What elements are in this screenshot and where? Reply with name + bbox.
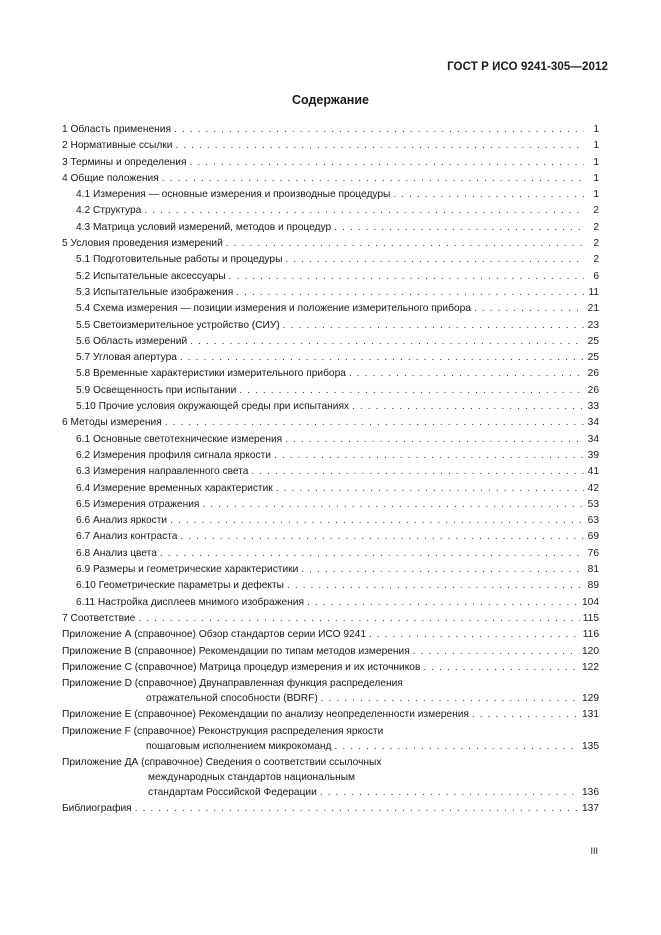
toc-entry[interactable] — [62, 285, 599, 301]
toc-entry-text: 5.1 Подготовительные работы и процедуры — [76, 254, 283, 266]
toc-entry[interactable] — [62, 187, 599, 203]
toc-entry[interactable] — [62, 513, 599, 529]
toc-page-number: 23 — [587, 319, 599, 331]
toc-page-number: 2 — [593, 205, 599, 217]
toc-entry[interactable] — [62, 611, 599, 627]
toc-entry[interactable] — [62, 739, 599, 755]
toc-entry-text: 1 Область применения — [62, 124, 171, 135]
page-number: III — [590, 846, 598, 856]
toc-entry-text: отражательной способности (BDRF) — [146, 693, 318, 705]
toc-page-number: 81 — [587, 564, 599, 576]
toc-entry-text: Приложение А (справочное) Обзор стандартов серии ИСО 9241 — [62, 629, 366, 641]
toc-entry-text: 6.8 Анализ цвета — [76, 547, 157, 559]
dot-leader — [239, 383, 584, 399]
toc-entry-text: Приложение В (справочное) Рекомендации по типам методов измерения — [62, 645, 410, 657]
toc-entry-text: 6 Методы измерения — [62, 417, 162, 429]
toc-entry-text: 7 Соответствие — [62, 612, 136, 624]
toc-page-number: 26 — [587, 384, 599, 396]
toc-entry[interactable] — [62, 350, 599, 366]
toc-entry-text: 4.3 Матрица условий измерений, методов и процедур — [76, 221, 332, 233]
toc-page-number: 136 — [582, 786, 599, 798]
toc-entry-text: 4.2 Структура — [76, 205, 142, 217]
toc-entry[interactable] — [62, 464, 599, 480]
dot-leader — [285, 432, 584, 448]
dot-leader — [135, 801, 579, 817]
dot-leader — [334, 220, 584, 236]
toc-page-number: 26 — [587, 368, 599, 380]
toc-entry-text: 3 Термины и определения — [62, 156, 187, 168]
dot-leader — [335, 739, 579, 755]
toc-page-number: 135 — [582, 740, 599, 752]
toc-entry-text: 6.7 Анализ контраста — [76, 531, 178, 543]
toc-entry-text: 5.6 Область измерений — [76, 335, 188, 347]
toc-entry[interactable] — [62, 660, 599, 676]
toc-entry-text: Приложение ДА (справочное) Сведения о соответствии ссылочных — [62, 756, 382, 768]
dot-leader — [393, 187, 584, 203]
toc-page-number: 104 — [582, 596, 599, 608]
toc-page-number: 120 — [582, 645, 599, 657]
toc-entry[interactable] — [62, 220, 599, 236]
toc-page-number: 1 — [593, 156, 599, 168]
dot-leader — [320, 785, 579, 801]
toc-entry-text: 6.11 Настройка дисплеев мнимого изображения — [76, 596, 305, 608]
dot-leader — [251, 464, 584, 480]
toc-page-number: 11 — [588, 286, 599, 298]
dot-leader — [162, 171, 584, 187]
table-of-contents — [62, 122, 599, 818]
toc-entry-text: 6.5 Измерения отражения — [76, 498, 200, 510]
dot-leader — [352, 399, 584, 415]
toc-page-number: 25 — [587, 335, 599, 347]
dot-leader — [175, 138, 584, 154]
toc-entry[interactable] — [62, 595, 599, 611]
toc-entry[interactable] — [62, 801, 599, 817]
toc-entry[interactable] — [62, 529, 599, 545]
toc-page-number: 137 — [582, 803, 599, 815]
toc-entry[interactable] — [62, 122, 599, 138]
toc-entry[interactable] — [62, 155, 599, 171]
dot-leader — [236, 285, 584, 301]
toc-entry-text: стандартам Российской Федерации — [148, 786, 317, 798]
toc-page-number: 2 — [593, 254, 599, 266]
toc-page-number: 63 — [587, 515, 599, 527]
toc-entry-text: 6.3 Измерения направленного света — [76, 466, 249, 478]
dot-leader — [165, 415, 584, 431]
toc-entry-line — [62, 724, 599, 739]
dot-leader — [307, 595, 579, 611]
toc-page-number: 33 — [587, 401, 599, 413]
dot-leader — [138, 611, 579, 627]
toc-entry[interactable] — [62, 236, 599, 252]
toc-page-number: 34 — [587, 433, 599, 445]
toc-entry[interactable] — [62, 399, 599, 415]
toc-entry-text: 4 Общие положения — [62, 172, 159, 184]
toc-entry[interactable] — [62, 301, 599, 317]
dot-leader — [474, 301, 584, 317]
dot-leader — [174, 122, 584, 138]
dot-leader — [472, 707, 579, 723]
toc-page-number: 129 — [582, 693, 599, 705]
dot-leader — [301, 562, 584, 578]
toc-page-number: 1 — [593, 189, 599, 201]
toc-entry-text: Приложение Е (справочное) Рекомендации по анализу неопределенности измерения — [62, 709, 469, 721]
toc-page-number: 53 — [587, 498, 599, 510]
toc-entry-line — [62, 770, 599, 785]
toc-entry[interactable] — [62, 138, 599, 154]
toc-entry[interactable] — [62, 448, 599, 464]
toc-entry[interactable] — [62, 432, 599, 448]
toc-entry[interactable] — [62, 691, 599, 707]
toc-entry-text: 6.10 Геометрические параметры и дефекты — [76, 580, 284, 592]
dot-leader — [287, 578, 584, 594]
toc-page-number: 131 — [582, 709, 599, 721]
toc-entry-text: 5.8 Временные характеристики измерительного прибора — [76, 368, 346, 380]
dot-leader — [180, 350, 584, 366]
toc-entry-text: международных стандартов национальным — [148, 771, 356, 783]
toc-entry-text: 5.4 Схема измерения — позиции измерения и положение измерительного прибора — [76, 303, 471, 315]
toc-page-number: 1 — [593, 172, 599, 184]
toc-entry[interactable] — [62, 383, 599, 399]
dot-leader — [180, 529, 584, 545]
toc-entry[interactable] — [62, 334, 599, 350]
dot-leader — [170, 513, 584, 529]
toc-page-number: 116 — [582, 629, 599, 641]
toc-entry[interactable] — [62, 252, 599, 268]
toc-entry[interactable] — [62, 497, 599, 513]
toc-entry[interactable] — [62, 627, 599, 643]
toc-entry[interactable] — [62, 366, 599, 382]
toc-entry-line — [62, 755, 599, 770]
toc-page-number: 76 — [587, 547, 599, 559]
toc-entry-text: 5.7 Угловая апертура — [76, 352, 177, 364]
toc-entry[interactable] — [62, 415, 599, 431]
toc-entry[interactable] — [62, 644, 599, 660]
toc-entry[interactable] — [62, 562, 599, 578]
dot-leader — [423, 660, 579, 676]
toc-entry[interactable] — [62, 318, 599, 334]
toc-page-number: 1 — [593, 124, 599, 135]
dot-leader — [285, 252, 584, 268]
toc-entry-text: 6.6 Анализ яркости — [76, 515, 168, 527]
toc-entry-text: пошаговым исполнением микрокоманд — [146, 740, 332, 752]
toc-entry-text: Библиография — [62, 803, 132, 815]
toc-page-number: 89 — [587, 580, 599, 592]
toc-entry-text: 5.9 Освещенность при испытании — [76, 384, 237, 396]
toc-page-number: 1 — [593, 140, 599, 152]
document-code: ГОСТ Р ИСО 9241-305—2012 — [447, 61, 608, 73]
toc-entry-text: 2 Нормативные ссылки — [62, 140, 173, 152]
toc-page-number: 6 — [593, 270, 599, 282]
toc-entry[interactable] — [62, 481, 599, 497]
toc-page-number: 42 — [587, 482, 599, 494]
toc-page-number: 39 — [587, 449, 599, 461]
dot-leader — [190, 334, 584, 350]
toc-entry[interactable] — [62, 203, 599, 219]
toc-entry-text: 6.9 Размеры и геометрические характеристики — [76, 564, 299, 576]
dot-leader — [202, 497, 584, 513]
dot-leader — [229, 269, 584, 285]
toc-page-number: 69 — [587, 531, 599, 543]
toc-entry-text: Приложение D (справочное) Двунаправленная функция распределения — [62, 678, 403, 690]
dot-leader — [274, 448, 584, 464]
page-title: Содержание — [291, 93, 369, 107]
dot-leader — [226, 236, 584, 252]
toc-entry-text: 5.10 Прочие условия окружающей среды при испытаниях — [76, 401, 350, 413]
toc-page-number: 2 — [593, 221, 599, 233]
toc-page-number: 34 — [587, 417, 599, 429]
toc-entry-text: 5.5 Светоизмерительное устройство (СИУ) — [76, 319, 280, 331]
toc-page-number: 41 — [587, 466, 599, 478]
toc-entry-text: Приложение С (справочное) Матрица процедур измерения и их источников — [62, 661, 421, 673]
toc-page-number: 122 — [582, 661, 599, 673]
toc-entry-text: 5.2 Испытательные аксессуары — [76, 270, 226, 282]
toc-entry[interactable] — [62, 578, 599, 594]
toc-entry-text: 6.4 Измерение временных характеристик — [76, 482, 273, 494]
dot-leader — [144, 203, 584, 219]
toc-entry-text: Приложение F (справочное) Реконструкция распределения яркости — [62, 725, 384, 737]
toc-entry-text: 5 Условия проведения измерений — [62, 238, 223, 250]
toc-page-number: 25 — [587, 352, 599, 364]
dot-leader — [369, 627, 580, 643]
toc-entry[interactable] — [62, 171, 599, 187]
dot-leader — [283, 318, 584, 334]
dot-leader — [349, 366, 584, 382]
toc-entry[interactable] — [62, 785, 599, 801]
toc-page-number: 21 — [587, 303, 599, 315]
toc-entry-text: 6.1 Основные светотехнические измерения — [76, 433, 283, 445]
toc-entry-text: 5.3 Испытательные изображения — [76, 286, 234, 298]
toc-page-number: 2 — [593, 238, 599, 250]
dot-leader — [160, 546, 584, 562]
toc-entry-text: 6.2 Измерения профиля сигнала яркости — [76, 449, 271, 461]
dot-leader — [321, 691, 579, 707]
dot-leader — [276, 481, 584, 497]
toc-entry-text: 4.1 Измерения — основные измерения и производные процедуры — [76, 189, 391, 201]
dot-leader — [413, 644, 579, 660]
dot-leader — [189, 155, 584, 171]
toc-page-number: 115 — [582, 612, 599, 624]
toc-entry[interactable] — [62, 269, 599, 285]
toc-entry[interactable] — [62, 707, 599, 723]
toc-entry[interactable] — [62, 546, 599, 562]
toc-entry-line — [62, 676, 599, 691]
